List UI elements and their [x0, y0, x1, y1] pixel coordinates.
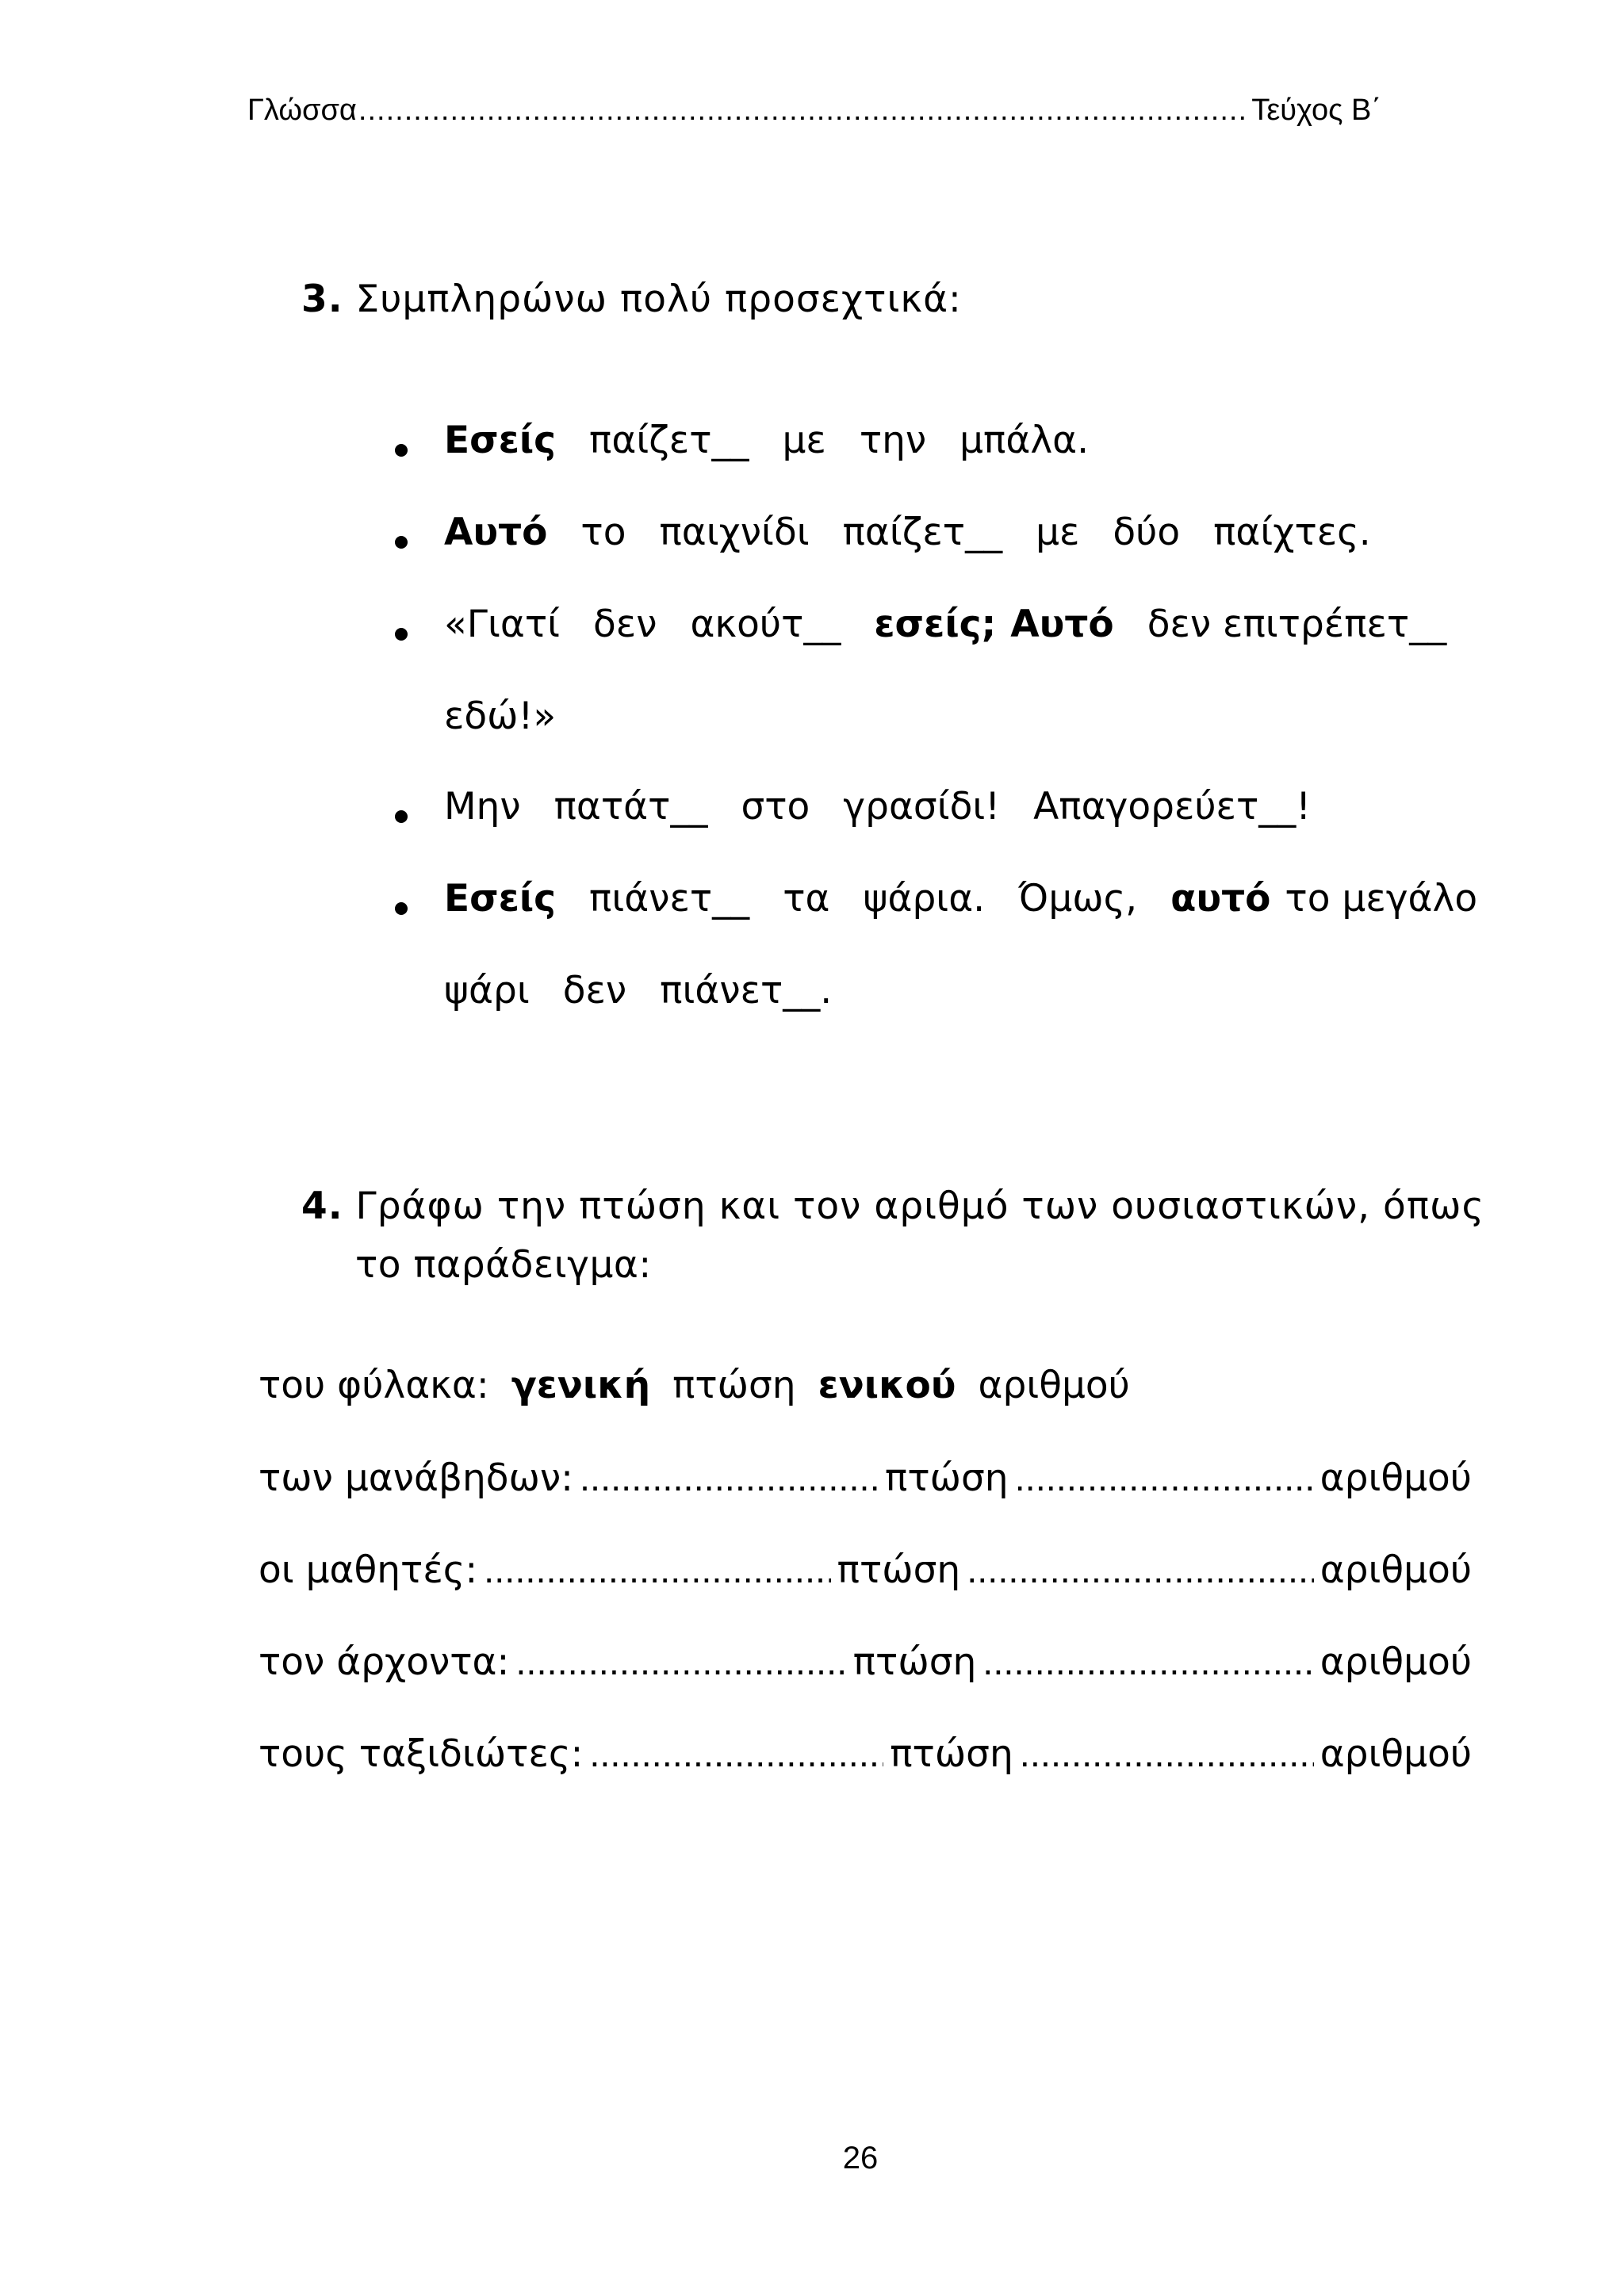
number-blank[interactable] — [1020, 1732, 1314, 1775]
word: Μην — [444, 785, 521, 828]
ex3-line-3-cont — [444, 695, 556, 738]
blank-word: πιάνετ__ — [589, 877, 750, 920]
exercise-4-instruction: Γράφω την πτώση και τον αριθμό των ουσιαστικών, όπως — [355, 1184, 1485, 1228]
example-row — [259, 1364, 1472, 1407]
bullet-1 — [395, 444, 408, 457]
word: εδώ!» — [444, 695, 557, 738]
number-word: αριθμού — [1320, 1640, 1473, 1684]
bold-word: εσείς; — [874, 603, 997, 646]
bullet-3 — [395, 628, 408, 641]
bullet-4 — [395, 810, 408, 823]
header-volume: Τεύχος Β΄ — [1251, 94, 1381, 127]
answer-row-2 — [259, 1548, 1472, 1592]
word: την — [859, 419, 927, 462]
word: γρασίδι! — [843, 785, 1001, 828]
header-leader-dots — [358, 94, 1250, 128]
noun-label: τους ταξιδιώτες: — [259, 1732, 584, 1776]
example-case: γενική — [511, 1364, 651, 1407]
number-word: αριθμού — [1320, 1548, 1473, 1592]
number-blank[interactable] — [982, 1640, 1313, 1683]
word: ψάρι — [444, 969, 530, 1012]
bullet-5 — [395, 902, 408, 915]
exercise-3-instruction: Συμπληρώνω πολύ προσεχτικά: — [355, 277, 962, 321]
number-word: αριθμού — [1320, 1732, 1473, 1776]
exercise-3-number: 3. — [301, 277, 343, 321]
number-word: αριθμού — [1320, 1456, 1472, 1500]
answer-row-1 — [259, 1456, 1472, 1500]
noun-label: των μανάβηδων: — [259, 1456, 573, 1500]
exercise-4-title — [301, 1184, 1484, 1228]
word: με — [1036, 511, 1080, 554]
case-word: πτώση — [885, 1456, 1009, 1500]
header-subject: Γλώσσα — [247, 94, 357, 127]
blank-word: ακούτ__ — [690, 603, 841, 646]
blank-word: παίζετ__ — [589, 419, 749, 462]
case-blank[interactable] — [580, 1456, 879, 1499]
ex3-line-3 — [444, 603, 1446, 646]
answer-row-4 — [259, 1732, 1472, 1776]
ex3-line-5-cont — [444, 969, 832, 1012]
word: «Γιατί — [444, 603, 561, 646]
case-blank[interactable] — [515, 1640, 846, 1683]
bold-word: Εσείς — [444, 419, 557, 462]
exercise-3-title — [301, 277, 962, 321]
bold-word: Αυτό — [1010, 603, 1114, 646]
noun-label: οι μαθητές: — [259, 1548, 478, 1592]
word: τα — [783, 877, 830, 920]
word: με — [782, 419, 826, 462]
word: δεν — [562, 969, 627, 1012]
blank-word: Απαγορεύετ__! — [1033, 785, 1312, 828]
exercise-4-instruction-cont: το παράδειγμα: — [355, 1243, 652, 1287]
noun-label: τον άρχοντα: — [259, 1640, 510, 1684]
number-blank[interactable] — [1015, 1456, 1314, 1499]
exercise-4-number: 4. — [301, 1184, 343, 1228]
word: παιχνίδι — [659, 511, 810, 554]
word: παίχτες. — [1213, 511, 1371, 554]
word: Όμως, — [1018, 877, 1138, 920]
case-blank[interactable] — [589, 1732, 883, 1775]
ex3-line-1 — [444, 419, 1089, 462]
ex3-line-4 — [444, 785, 1311, 828]
blank-word: πατάτ__ — [553, 785, 708, 828]
blank-word: πιάνετ__. — [660, 969, 833, 1012]
bold-word: Αυτό — [444, 511, 548, 554]
page-header — [247, 94, 1381, 128]
word: δύο — [1113, 511, 1181, 554]
word: ψάρια. — [863, 877, 986, 920]
case-word: πτώση — [852, 1640, 977, 1684]
word: μπάλα. — [959, 419, 1090, 462]
noun-label: του φύλακα: — [259, 1364, 489, 1407]
number-blank[interactable] — [967, 1548, 1314, 1591]
word: το μεγάλο — [1285, 877, 1478, 920]
blank-word: δεν επιτρέπετ__ — [1147, 603, 1447, 646]
answer-row-3 — [259, 1640, 1472, 1684]
ex3-line-2 — [444, 511, 1371, 554]
word: δεν — [593, 603, 657, 646]
case-word: πτώση — [890, 1732, 1013, 1776]
case-blank[interactable] — [484, 1548, 831, 1591]
word: το — [580, 511, 626, 554]
bullet-2 — [395, 536, 408, 549]
bold-word: Εσείς — [444, 877, 557, 920]
page-number: 26 — [842, 2141, 879, 2175]
example-number: ενικού — [818, 1364, 956, 1407]
case-word: πτώση — [672, 1364, 796, 1407]
blank-word: παίζετ__ — [842, 511, 1003, 554]
ex3-line-5 — [444, 877, 1477, 920]
word: στο — [741, 785, 810, 828]
bold-word: αυτό — [1170, 877, 1271, 920]
case-word: πτώση — [837, 1548, 961, 1592]
number-word: αριθμού — [978, 1364, 1130, 1407]
